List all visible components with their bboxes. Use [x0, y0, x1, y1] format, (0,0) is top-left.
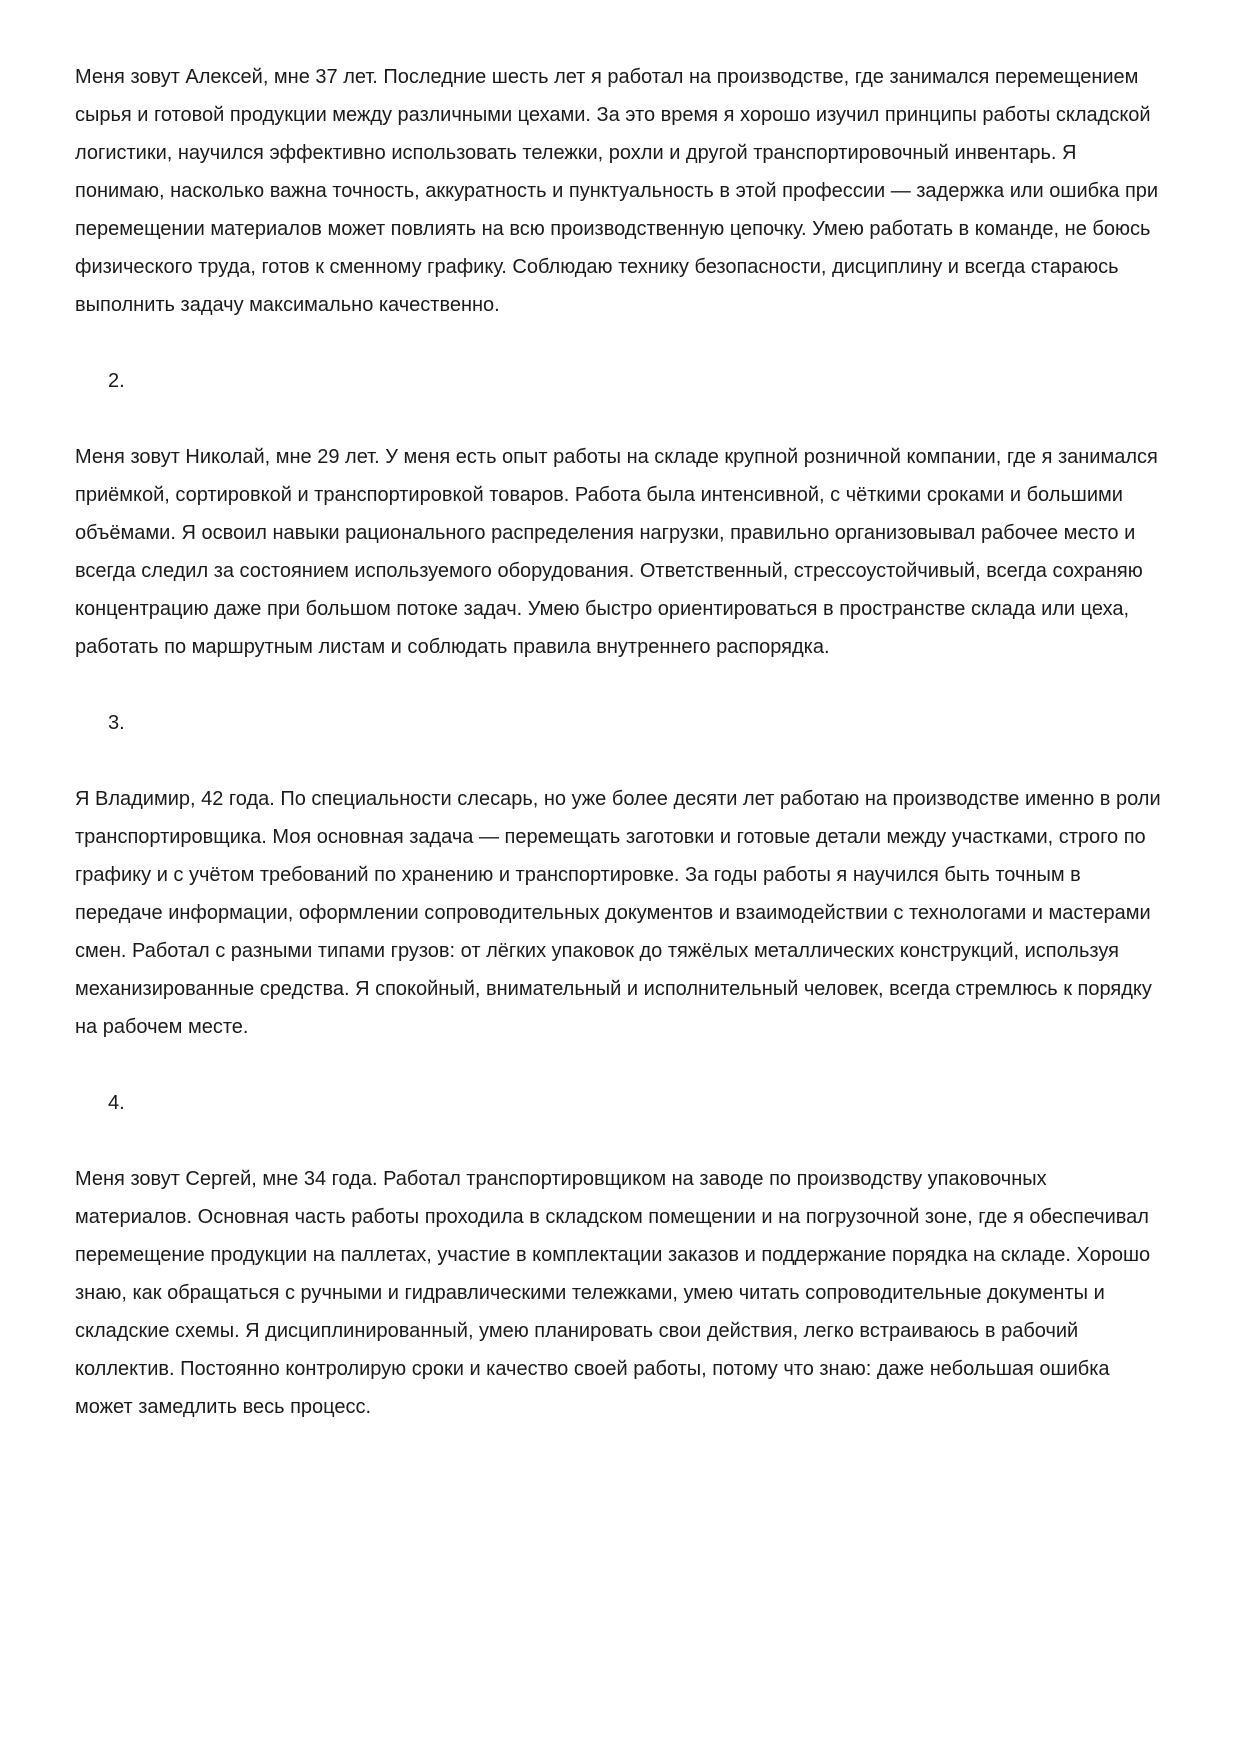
paragraph-candidate-1: Меня зовут Алексей, мне 37 лет. Последние шесть лет я работал на производстве, где занимался перемещением сырья и готовой продукции между различными цехами. За это время я хорошо изучил принципы работы складской логистики, научился эффективно использовать тележки, рохли и другой транспортировочный инвентарь. Я понимаю, насколько важна точность, аккуратность и пунктуальность в этой профессии — задержка или ошибка при перемещении материалов может повлиять на всю производственную цепочку. Умею работать в команде, не боюсь физического труда, готов к сменному графику. Соблюдаю технику безопасности, дисциплину и всегда стараюсь выполнить задачу максимально качественно.	[75, 66, 1159, 316]
paragraph-candidate-3: Я Владимир, 42 года. По специальности слесарь, но уже более десяти лет работаю на производстве именно в роли транспортировщика. Моя основная задача — перемещать заготовки и готовые детали между участками, строго по графику и с учётом требований по хранению и транспортировке. За годы работы я научился быть точным в передаче информации, оформлении сопроводительных документов и взаимодействии с технологами и мастерами смен. Работал с разными типами грузов: от лёгких упаковок до тяжёлых металлических конструкций, используя механизированные средства. Я спокойный, внимательный и исполнительный человек, всегда стремлюсь к порядку на рабочем месте.	[75, 788, 1161, 1038]
list-item-number-3: 3.	[108, 712, 125, 734]
paragraph-candidate-4: Меня зовут Сергей, мне 34 года. Работал транспортировщиком на заводе по производству упаковочных материалов. Основная часть работы проходила в складском помещении и на погрузочной зоне, где я обеспечивал перемещение продукции на паллетах, участие в комплектации заказов и поддержание порядка на складе. Хорошо знаю, как обращаться с ручными и гидравлическими тележками, умею читать сопроводительные документы и складские схемы. Я дисциплинированный, умею планировать свои действия, легко встраиваюсь в рабочий коллектив. Постоянно контролирую сроки и качество своей работы, потому что знаю: даже небольшая ошибка может замедлить весь процесс.	[75, 1168, 1151, 1418]
paragraph-candidate-2: Меня зовут Николай, мне 29 лет. У меня есть опыт работы на складе крупной розничной компании, где я занимался приёмкой, сортировкой и транспортировкой товаров. Работа была интенсивной, с чёткими сроками и большими объёмами. Я освоил навыки рационального распределения нагрузки, правильно организовывал рабочее место и всегда следил за состоянием используемого оборудования. Ответственный, стрессоустойчивый, всегда сохраняю концентрацию даже при большом потоке задач. Умею быстро ориентироваться в пространстве склада или цеха, работать по маршрутным листам и соблюдать правила внутреннего распорядка.	[75, 446, 1158, 658]
list-item-number-2: 2.	[108, 370, 125, 392]
list-item-number-4: 4.	[108, 1092, 125, 1114]
